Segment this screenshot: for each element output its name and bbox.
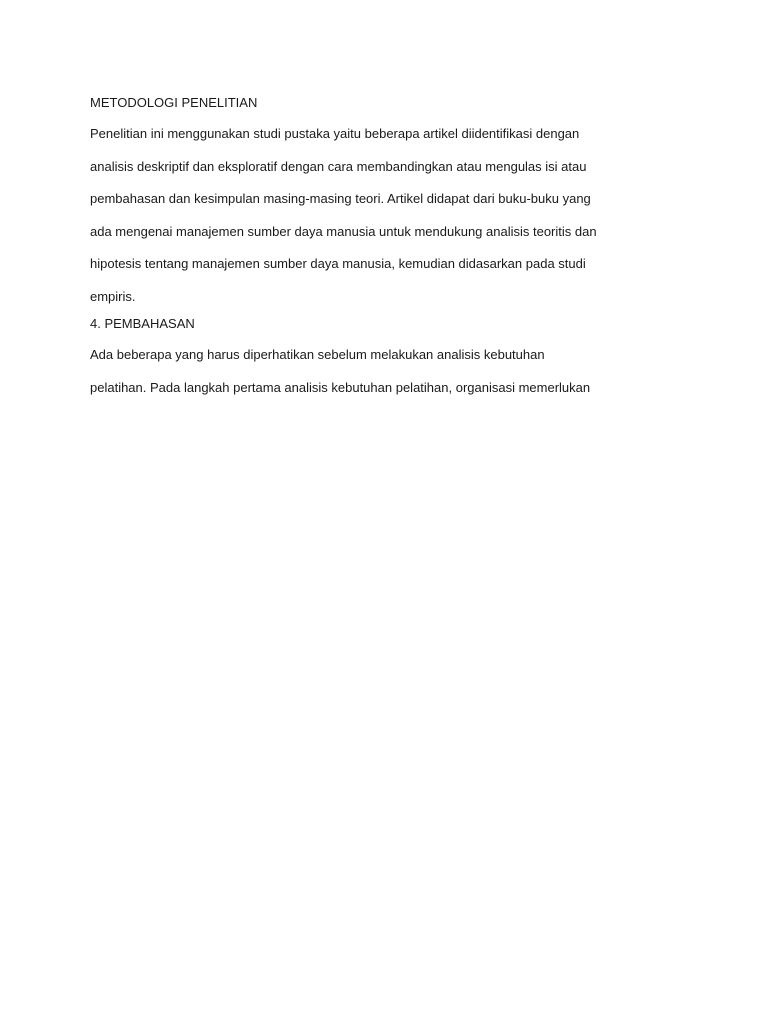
paragraph-line: Penelitian ini menggunakan studi pustaka yaitu beberapa artikel diidentifikasi dengan — [90, 126, 580, 141]
paragraph-line: pelatihan. Pada langkah pertama analisis kebutuhan pelatihan, organisasi memerlukan — [90, 379, 591, 395]
section-heading-pembahasan: 4. PEMBAHASAN — [90, 316, 195, 331]
paragraph-line: Ada beberapa yang harus diperhatikan sebelum melakukan analisis kebutuhan — [90, 347, 545, 362]
paragraph-metodologi — [90, 118, 650, 313]
paragraph-line: pembahasan dan kesimpulan masing-masing teori. Artikel didapat dari buku-buku yang — [90, 191, 591, 206]
paragraph-line: empiris. — [90, 288, 136, 304]
paragraph-pembahasan — [90, 339, 650, 404]
section-heading-metodologi: METODOLOGI PENELITIAN — [90, 95, 258, 110]
paragraph-line: analisis deskriptif dan eksploratif dengan cara membandingkan atau mengulas isi atau — [90, 158, 587, 174]
document-body — [90, 92, 650, 404]
paragraph-line: hipotesis tentang manajemen sumber daya manusia, kemudian didasarkan pada studi — [90, 256, 586, 271]
paragraph-line: ada mengenai manajemen sumber daya manusia untuk mendukung analisis teoritis dan — [90, 223, 597, 239]
